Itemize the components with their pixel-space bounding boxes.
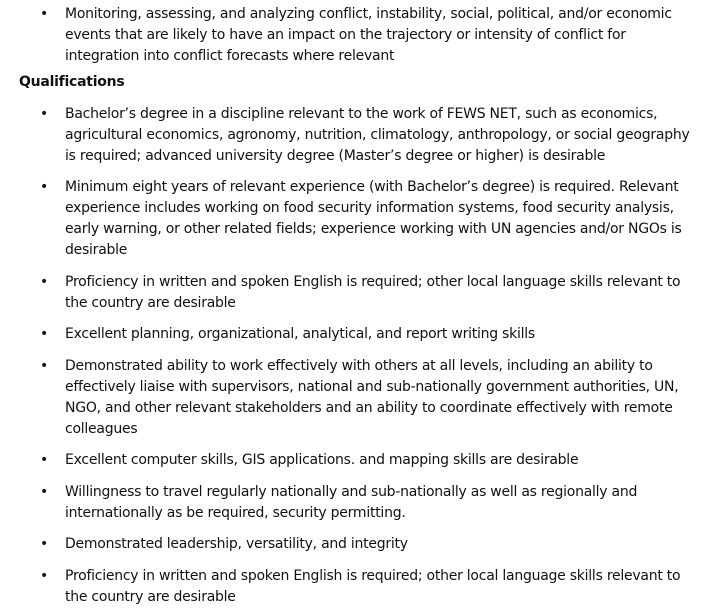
section-heading-qualifications: Qualifications [19,74,125,90]
qualifications-list [19,104,699,608]
list-item [19,482,699,524]
bullet-icon: • [40,536,49,552]
list-item [19,356,699,440]
bullet-icon: • [40,179,49,195]
bullet-icon: • [40,273,49,290]
list-item-text: Demonstrated leadership, versatility, and integrity [65,536,408,552]
bullet-icon: • [40,357,49,374]
list-item [19,177,699,261]
bullet-icon: • [40,567,49,584]
list-item [19,4,699,67]
list-item-text: Proficiency in written and spoken English is required; other local language skills relevant to the country are desirable [65,273,681,311]
list-item-text: Bachelor’s degree in a discipline relevant to the work of FEWS NET, such as economics, agricultural economics, agronomy, nutrition, climatology, anthropology, or social geography is required; advanced university degree (Master’s degree or higher) is desirable [65,105,690,164]
bullet-icon: • [40,326,49,342]
list-item-text: Demonstrated ability to work effectively with others at all levels, including an ability to effectively liaise with supervisors, national and sub-nationally government authorities, UN, NGO, and other relevant stakeholders and an ability to coordinate effectively with remote colleagues [65,357,679,437]
list-item-text: Excellent computer skills, GIS applications. and mapping skills are desirable [65,452,579,468]
list-item [19,566,699,608]
responsibilities-list [19,4,699,67]
list-item [19,324,699,345]
bullet-icon: • [40,6,49,22]
list-item [19,272,699,314]
list-item-text: Minimum eight years of relevant experience (with Bachelor’s degree) is required. Relevant experience includes working on food security information systems, food security analysis, early warning, or other related fields; experience working with UN agencies and/or NGOs is desirable [65,179,682,258]
bullet-icon: • [40,483,49,500]
bullet-icon: • [40,452,49,468]
bullet-icon: • [40,105,49,122]
list-item [19,450,699,471]
list-item-text: Willingness to travel regularly nationally and sub-nationally as well as regionally and internationally as be required, security permitting. [65,483,638,521]
list-item [19,534,699,555]
list-item-text: Excellent planning, organizational, analytical, and report writing skills [65,326,535,342]
list-item-text: Proficiency in written and spoken English is required; other local language skills relevant to the country are desirable [65,567,681,605]
list-item-text: Monitoring, assessing, and analyzing conflict, instability, social, political, and/or economic events that are likely to have an impact on the trajectory or intensity of conflict for integration into conflict forecasts where relevant [65,6,672,64]
list-item [19,104,699,167]
